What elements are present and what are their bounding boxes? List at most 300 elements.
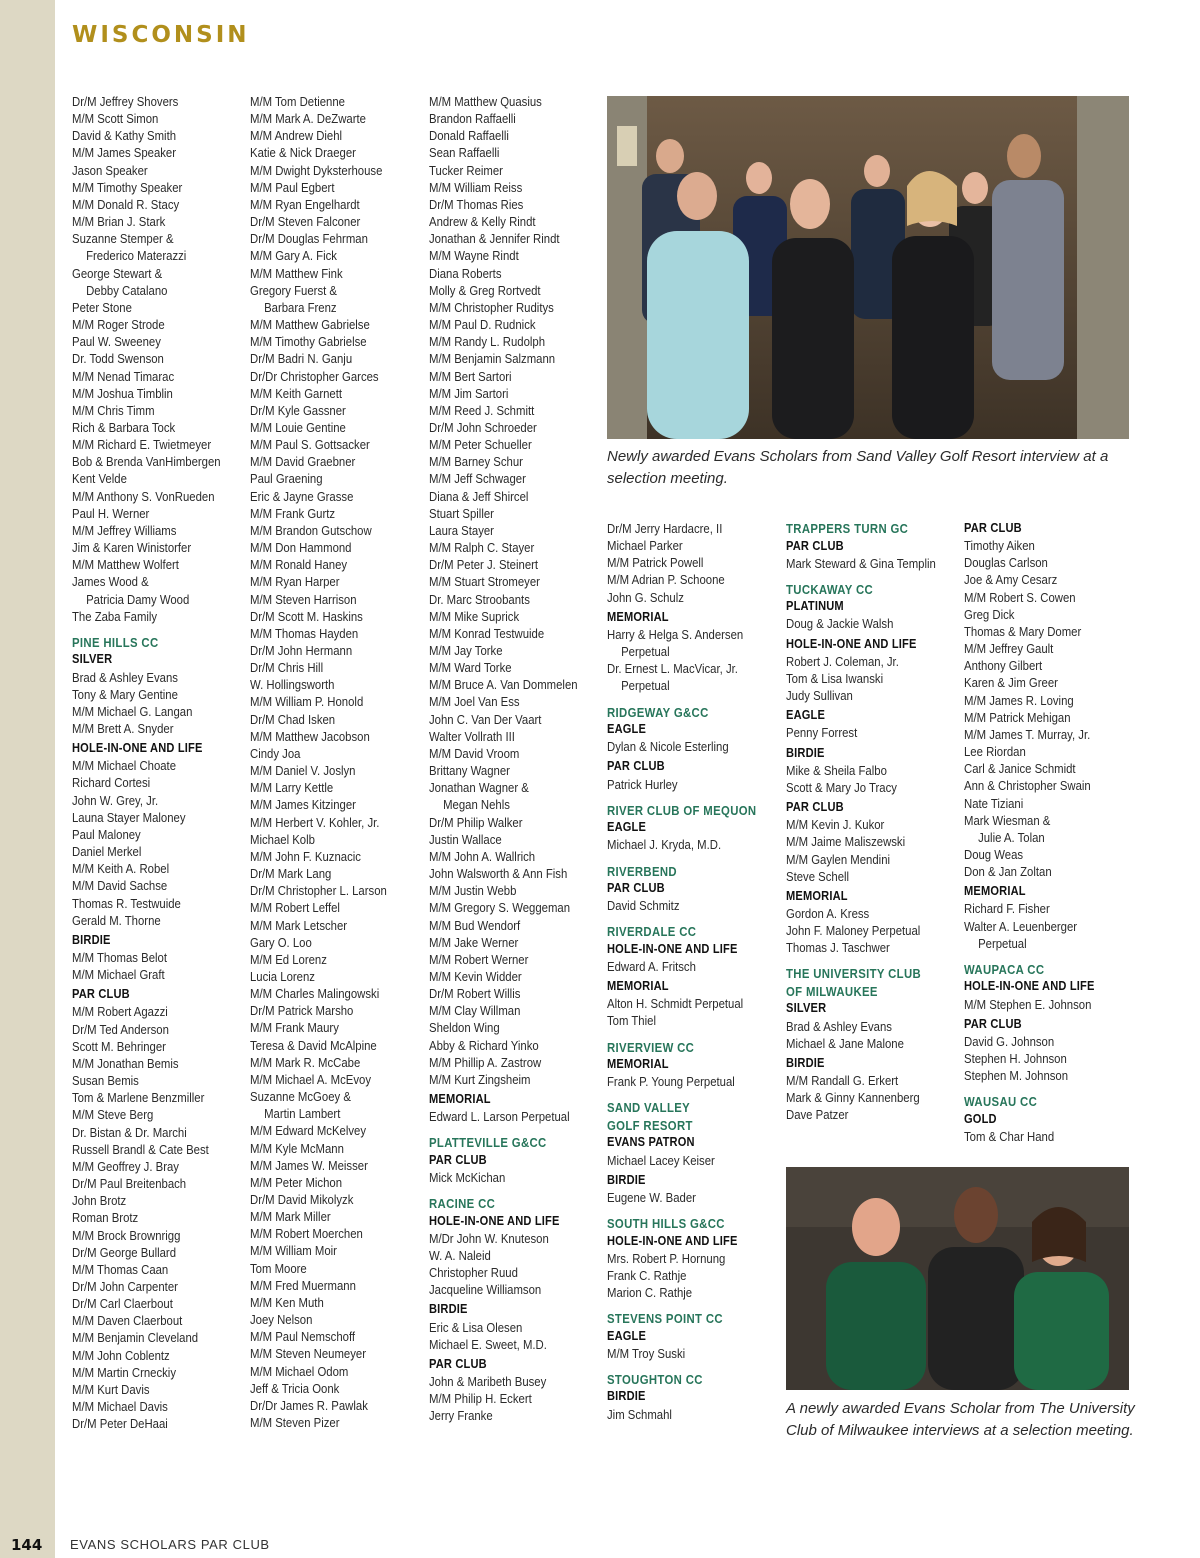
donor-name: Molly & Greg Rortvedt [429,282,541,298]
photo-sand-valley-image [607,96,1129,439]
donor-name: Dr/M Peter DeHaai [72,1416,168,1432]
donor-name: M/M Kevin J. Kukor [786,817,885,833]
donor-name: Brandon Raffaelli [429,111,516,127]
donor-name: Dr/Dr James R. Pawlak [250,1397,368,1413]
donor-name: Timothy Aiken [964,538,1035,554]
donor-name: M/M Ralph C. Stayer [429,540,535,556]
donor-name: Rich & Barbara Tock [72,419,176,435]
donor-name: Jason Speaker [72,162,148,178]
donor-name: M/M Brock Brownrigg [72,1227,181,1243]
donor-name: M/M Benjamin Salzmann [429,351,556,367]
donor-name: M/M Clay Willman [429,1003,521,1019]
giving-level-heading: PAR CLUB [964,521,1022,535]
donor-name-continued: Patricia Damy Wood [86,591,190,607]
donor-name: Dr/M Badri N. Ganju [250,351,353,367]
donor-name: Jeff & Tricia Oonk [250,1380,340,1396]
donor-name: M/M James Kitzinger [250,797,356,813]
donor-name: Jim & Karen Winistorfer [72,540,192,556]
donor-name: M/M Scott Simon [72,111,159,127]
donor-name: M/M Matthew Quasius [429,94,542,109]
donor-name: Dr/Dr Christopher Garces [250,368,379,384]
donor-name: M/M Peter Schueller [429,437,532,453]
donor-name: M/M Paul Egbert [250,179,335,195]
donor-name: Paul W. Sweeney [72,334,161,350]
giving-level-heading: HOLE-IN-ONE AND LIFE [607,941,738,956]
donor-name: M/M Peter Michon [250,1174,343,1190]
donor-name: Diana & Jeff Shircel [429,488,529,504]
donor-name: M/M Thomas Hayden [250,625,359,641]
donor-name: David & Kathy Smith [72,128,177,144]
donor-name: M/M Gaylen Mendini [786,851,891,867]
donor-name: M/M Herbert V. Kohler, Jr. [250,814,380,830]
giving-level-heading: EAGLE [607,820,647,835]
giving-level-heading: PLATINUM [786,599,844,614]
donor-name: M/M Keith A. Robel [72,861,170,877]
donor-name: M/M Jeff Schwager [429,471,526,487]
donor-name: Dr/M Ted Anderson [72,1021,169,1037]
donor-name: M/M Mike Suprick [429,608,520,624]
donor-column-4 [607,520,764,1423]
donor-name: M/M James W. Meisser [250,1157,368,1173]
donor-name: Tucker Reimer [429,162,503,178]
donor-name: Dr. Marc Stroobants [429,591,530,607]
donor-name: M/M Mark Miller [250,1209,331,1225]
donor-name: M/M Bert Sartori [429,368,512,384]
donor-name: Gordon A. Kress [786,905,870,921]
donor-column-5 [786,520,943,1124]
donor-name: M/M Jeffrey Gault [964,641,1054,657]
giving-level-heading: BIRDIE [786,1055,825,1070]
donor-name: M/M Kyle McMann [250,1140,344,1156]
donor-name: Alton H. Schmidt Perpetual [607,996,744,1012]
donor-name: M/M Paul S. Gottsacker [250,437,370,453]
donor-name: M/M Louie Gentine [250,419,346,435]
giving-level-heading: EAGLE [607,722,647,737]
club-heading: STOUGHTON CC [607,1371,703,1387]
giving-level-heading: PAR CLUB [786,538,844,553]
giving-level-heading: PAR CLUB [429,1356,487,1371]
donor-name: Tom & Marlene Benzmiller [72,1090,205,1106]
donor-name: M/M Ryan Harper [250,574,340,590]
donor-name: John G. Schulz [607,589,684,605]
donor-name: Dr/M Kyle Gassner [250,402,346,418]
donor-name: M/M Don Hammond [250,540,352,556]
donor-name: Don & Jan Zoltan [964,864,1052,880]
donor-name: M/M Bruce A. Van Dommelen [429,677,578,693]
donor-name: M/M Brandon Gutschow [250,522,372,538]
donor-name: Gerald M. Thorne [72,912,161,928]
donor-name: M/M Randy L. Rudolph [429,334,546,350]
club-heading: RACINE CC [429,1196,496,1212]
donor-name: M/M Joshua Timblin [72,385,173,401]
donor-name: Greg Dick [964,606,1015,622]
giving-level-heading: EAGLE [607,1328,647,1343]
giving-level-heading: HOLE-IN-ONE AND LIFE [964,979,1095,994]
donor-name: M/M James T. Murray, Jr. [964,726,1091,742]
giving-level-heading: PAR CLUB [964,1016,1022,1031]
donor-name: John W. Grey, Jr. [72,792,159,808]
donor-name: Dr/M Philip Walker [429,814,523,830]
donor-name: M/M Jake Werner [429,934,519,950]
donor-name: M/M Gary A. Fick [250,248,337,264]
donor-name: M/M Reed J. Schmitt [429,402,535,418]
donor-name: Michael & Jane Malone [786,1035,904,1051]
donor-name: Russell Brandl & Cate Best [72,1141,209,1157]
donor-name: M/M Jay Torke [429,643,503,658]
donor-name: M/M Thomas Caan [72,1261,169,1277]
donor-name: Dr/M Thomas Ries [429,196,524,212]
donor-name: M/Dr John W. Knuteson [429,1230,549,1246]
donor-name: M/M Steven Neumeyer [250,1346,367,1362]
donor-name: Jonathan & Jennifer Rindt [429,231,560,247]
donor-name: M/M Paul D. Rudnick [429,317,536,333]
donor-name: Brad & Ashley Evans [72,669,178,685]
donor-name: M/M John F. Kuznacic [250,848,361,864]
donor-name: Marion C. Rathje [607,1285,693,1300]
donor-name: Michael J. Kryda, M.D. [607,837,722,853]
donor-name: Dr/M Christopher L. Larson [250,883,387,899]
donor-name: Dr/M Patrick Marsho [250,1003,354,1019]
donor-name: David Schmitz [607,898,680,914]
photo-sand-valley-scholars [607,96,1129,439]
donor-name: M/M Phillip A. Zastrow [429,1054,542,1070]
donor-name: Tom Moore [250,1260,307,1276]
donor-name: Mrs. Robert P. Hornung [607,1250,726,1266]
donor-name: M/M James R. Loving [964,692,1074,708]
donor-name: Dr/M Paul Breitenbach [72,1176,187,1192]
donor-column-6 [964,520,1121,1145]
donor-name: M/M Ward Torke [429,660,512,676]
giving-level-heading: SILVER [72,652,113,667]
donor-name: W. Hollingsworth [250,677,335,693]
giving-level-heading: HOLE-IN-ONE AND LIFE [72,741,203,756]
donor-name: M/M Ed Lorenz [250,951,327,967]
donor-name: Dr. Todd Swenson [72,351,164,367]
club-heading: WAUPACA CC [964,961,1045,977]
donor-name: M/M Robert Moerchen [250,1226,363,1242]
donor-name: M/M Jeffrey Williams [72,522,177,538]
photo-university-club-image [786,1167,1129,1390]
donor-name: M/M Randall G. Erkert [786,1073,899,1089]
donor-name: Doug & Jackie Walsh [786,616,894,632]
club-heading: PLATTEVILLE G&CC [429,1135,547,1151]
giving-level-heading: GOLD [964,1111,997,1126]
donor-name: M/M Steven Pizer [250,1415,340,1431]
donor-name: Dr/M Jeffrey Shovers [72,94,179,109]
donor-name: Sean Raffaelli [429,145,500,161]
donor-name: Laura Stayer [429,522,494,538]
donor-column-1 [72,93,229,1432]
donor-name: M/M Stephen E. Johnson [964,996,1092,1012]
donor-name: M/M Ryan Engelhardt [250,196,360,212]
donor-name: Dr/M Douglas Fehrman [250,231,368,247]
donor-name: Ann & Christopher Swain [964,778,1091,794]
donor-name: John C. Van Der Vaart [429,711,542,727]
donor-name: George Stewart & [72,265,163,281]
donor-column-2 [250,93,407,1431]
donor-name: M/M Bud Wendorf [429,917,521,933]
donor-name: The Zaba Family [72,608,158,624]
photo-university-club-scholar [786,1167,1129,1390]
donor-name: M/M Michael G. Langan [72,703,193,719]
donor-name: Mark Steward & Gina Templin [786,555,936,571]
donor-name: Teresa & David McAlpine [250,1037,377,1053]
photo-caption-top: Newly awarded Evans Scholars from Sand Valley Golf Resort interview at a selection meeting. [607,448,1109,487]
donor-name: M/M David Graebner [250,454,356,470]
donor-name-continued: Debby Catalano [86,282,168,298]
giving-level-heading: PAR CLUB [429,1152,487,1167]
donor-name: Michael Kolb [250,831,315,847]
donor-name: Jonathan Wagner & [429,780,529,796]
donor-name: M/M Donald R. Stacy [72,196,180,212]
giving-level-heading: EVANS PATRON [607,1135,695,1150]
donor-name: Bob & Brenda VanHimbergen [72,454,221,470]
giving-level-heading: BIRDIE [786,745,825,760]
giving-level-heading: HOLE-IN-ONE AND LIFE [786,636,917,651]
donor-name: Dr/M Scott M. Haskins [250,608,363,624]
donor-name: M/M Daven Claerbout [72,1313,183,1329]
donor-name: M/M William P. Honold [250,694,364,710]
donor-name: M/M Troy Suski [607,1345,686,1361]
footer-publication-label: EVANS SCHOLARS PAR CLUB [70,1537,270,1552]
donor-name: Dr/M Peter J. Steinert [429,557,539,573]
donor-name: Michael E. Sweet, M.D. [429,1336,547,1352]
giving-level-heading: PAR CLUB [72,987,130,1002]
donor-name: Judy Sullivan [786,688,853,704]
giving-level-heading: SILVER [786,1001,827,1016]
donor-name: M/M Thomas Belot [72,950,167,965]
donor-name: Frank P. Young Perpetual [607,1074,735,1090]
donor-name: M/M Fred Muermann [250,1277,356,1293]
donor-name: Katie & Nick Draeger [250,145,356,161]
donor-name: Dr/M Chris Hill [250,660,324,676]
donor-name: M/M Geoffrey J. Bray [72,1158,179,1174]
donor-name: Penny Forrest [786,725,858,741]
donor-name: Jim Schmahl [607,1406,672,1422]
donor-name: Stuart Spiller [429,505,494,521]
donor-name: Doug Weas [964,846,1024,862]
donor-name: Paul Maloney [72,826,141,842]
donor-name: John & Maribeth Busey [429,1374,547,1390]
donor-name: M/M Daniel V. Joslyn [250,763,356,779]
donor-name: David G. Johnson [964,1033,1055,1049]
page-title: WISCONSIN [72,22,250,48]
donor-name: Anthony Gilbert [964,658,1043,674]
donor-name: John Brotz [72,1193,127,1209]
page-side-strip [0,0,55,1558]
donor-name: M/M Justin Webb [429,883,517,899]
club-heading: WAUSAU CC [964,1094,1038,1110]
giving-level-heading: MEMORIAL [607,979,669,994]
giving-level-heading: MEMORIAL [786,888,848,903]
donor-name: M/M Richard E. Twietmeyer [72,437,212,453]
giving-level-heading: EAGLE [786,708,826,723]
donor-name: Tom & Lisa Iwanski [786,670,884,686]
donor-name: M/M Kurt Davis [72,1381,150,1397]
donor-name: M/M Patrick Mehigan [964,709,1071,725]
donor-name: Lucia Lorenz [250,968,315,984]
donor-name: M/M Mark A. DeZwarte [250,111,366,127]
donor-name: M/M Brian J. Stark [72,214,166,230]
donor-name: M/M Jonathan Bemis [72,1055,179,1071]
photo-caption-bottom: A newly awarded Evans Scholar from The University Club of Milwaukee interviews at a selection meeting. [786,1400,1135,1439]
donor-name: M/M Mark R. McCabe [250,1054,361,1070]
club-heading: RIVERVIEW CC [607,1039,695,1055]
donor-name: Justin Wallace [429,831,502,847]
donor-name: M/M Adrian P. Schoone [607,572,725,588]
donor-name: Michael Lacey Keiser [607,1152,715,1168]
donor-name: Mark & Ginny Kannenberg [786,1090,920,1106]
donor-name: M/M Timothy Gabrielse [250,334,367,350]
donor-name: M/M Tom Detienne [250,94,345,109]
donor-name: Mark Wiesman & [964,812,1051,828]
donor-name: M/M Steve Berg [72,1107,154,1123]
donor-name: M/M James Speaker [72,145,177,161]
donor-name: M/M Dwight Dyksterhouse [250,162,383,178]
donor-name: M/M Christopher Ruditys [429,299,554,315]
donor-name: W. A. Naleid [429,1248,491,1263]
donor-name: Mike & Sheila Falbo [786,762,887,778]
donor-name: M/M Patrick Powell [607,555,704,571]
donor-name: Brad & Ashley Evans [786,1018,892,1034]
donor-name: Dr/M John Schroeder [429,419,537,435]
donor-name: M/M Brett A. Snyder [72,720,174,736]
donor-name: Dr/M John Hermann [250,643,353,658]
donor-name: Karen & Jim Greer [964,675,1058,691]
donor-name: M/M Jim Sartori [429,385,509,401]
donor-name: Douglas Carlson [964,555,1048,571]
donor-name: Tony & Mary Gentine [72,686,178,702]
donor-name: M/M Larry Kettle [250,780,334,796]
donor-name: M/M Robert Agazzi [72,1004,168,1020]
donor-name: Nate Tiziani [964,795,1024,811]
donor-name: M/M Robert Werner [429,951,529,967]
donor-name: M/M Mark Letscher [250,917,348,933]
donor-name: Susan Bemis [72,1073,139,1089]
donor-name: Dr/M Jerry Hardacre, II [607,521,723,536]
donor-name: M/M Robert S. Cowen [964,589,1076,605]
donor-name: Robert J. Coleman, Jr. [786,653,899,669]
donor-name: M/M Edward McKelvey [250,1123,366,1139]
donor-name: Abby & Richard Yinko [429,1037,539,1053]
donor-name: M/M Keith Garnett [250,385,343,401]
donor-name-continued: Julie A. Tolan [978,829,1045,845]
donor-name: M/M Kevin Widder [429,968,522,984]
donor-name: M/M Andrew Diehl [250,128,343,144]
club-heading: PINE HILLS CC [72,634,159,650]
donor-name: M/M Timothy Speaker [72,179,183,195]
donor-name: Christopher Ruud [429,1265,518,1281]
donor-name: Tom Thiel [607,1013,656,1029]
donor-name: M/M John Coblentz [72,1347,170,1363]
donor-name: M/M Anthony S. VonRueden [72,488,215,504]
donor-name: Paul Graening [250,471,323,487]
donor-name: M/M William Moir [250,1243,337,1259]
donor-name: Suzanne McGoey & [250,1089,351,1105]
donor-name: Jacqueline Williamson [429,1282,542,1298]
donor-name: M/M John A. Wallrich [429,848,536,864]
donor-name: James Wood & [72,574,149,590]
donor-name: M/M Steven Harrison [250,591,357,607]
donor-name: Carl & Janice Schmidt [964,761,1076,777]
donor-name: Launa Stayer Maloney [72,809,186,825]
donor-name: M/M Michael Graft [72,967,165,983]
donor-name: Eric & Jayne Grasse [250,488,354,504]
donor-name: Tom & Char Hand [964,1129,1055,1144]
donor-name: Harry & Helga S. Andersen [607,626,744,642]
donor-name: M/M Ken Muth [250,1294,324,1310]
donor-name: Daniel Merkel [72,844,142,860]
donor-name: Richard Cortesi [72,775,151,791]
donor-name: Thomas R. Testwuide [72,895,181,911]
donor-name: M/M Frank Maury [250,1020,339,1036]
club-heading: RIDGEWAY G&CC [607,704,709,720]
donor-name: Dylan & Nicole Esterling [607,739,729,755]
donor-name: Sheldon Wing [429,1020,500,1036]
donor-name: Jerry Franke [429,1408,493,1424]
donor-name: Thomas J. Taschwer [786,940,890,956]
donor-name: M/M Matthew Fink [250,265,343,281]
donor-name: M/M Joel Van Ess [429,694,520,710]
donor-name: John F. Maloney Perpetual [786,923,921,939]
donor-name: Gregory Fuerst & [250,282,337,298]
club-heading: THE UNIVERSITY CLUB [786,966,922,982]
donor-name-continued: Perpetual [621,678,670,694]
donor-name: M/M Kurt Zingsheim [429,1071,531,1087]
donor-name: Michael Parker [607,538,683,554]
donor-name: Dr/M Robert Willis [429,986,521,1002]
donor-name: Stephen H. Johnson [964,1051,1067,1067]
donor-name: M/M Matthew Jacobson [250,728,370,744]
donor-name: M/M Wayne Rindt [429,248,519,264]
donor-name: Mick McKichan [429,1170,506,1186]
donor-name: Edward A. Fritsch [607,958,696,974]
donor-name: Andrew & Kelly Rindt [429,214,536,230]
club-heading: RIVER CLUB OF MEQUON [607,802,757,818]
donor-name: Dr/M Steven Falconer [250,214,361,230]
donor-name: M/M Barney Schur [429,454,523,470]
donor-name: Lee Riordan [964,744,1026,760]
donor-name: Dr/M George Bullard [72,1244,177,1260]
giving-level-heading: PAR CLUB [607,881,665,895]
donor-name: Diana Roberts [429,265,502,281]
donor-name: Frank C. Rathje [607,1267,687,1283]
donor-name: M/M Chris Timm [72,402,155,418]
donor-name: M/M Roger Strode [72,317,165,333]
donor-name: Joe & Amy Cesarz [964,572,1058,588]
club-heading: TRAPPERS TURN GC [786,521,909,536]
donor-name: Dr/M John Carpenter [72,1278,178,1294]
donor-name: M/M Stuart Stromeyer [429,574,540,590]
giving-level-heading: BIRDIE [72,932,111,947]
donor-name: Steve Schell [786,868,850,884]
donor-name: Stephen M. Johnson [964,1068,1069,1084]
giving-level-heading: MEMORIAL [607,1057,669,1072]
club-heading: TUCKAWAY CC [786,581,874,597]
club-heading: RIVERBEND [607,863,677,879]
donor-name: Gary O. Loo [250,934,312,950]
donor-name-continued: Megan Nehls [443,797,510,813]
donor-name: Scott M. Behringer [72,1038,166,1054]
donor-name: Edward L. Larson Perpetual [429,1109,570,1125]
club-heading: GOLF RESORT [607,1117,693,1133]
giving-level-heading: HOLE-IN-ONE AND LIFE [429,1213,560,1228]
donor-name: Suzanne Stemper & [72,231,174,247]
donor-name: M/M David Vroom [429,745,520,761]
donor-name-continued: Frederico Materazzi [86,248,187,264]
donor-name: M/M Frank Gurtz [250,505,336,521]
donor-name: M/M Matthew Gabrielse [250,317,370,333]
